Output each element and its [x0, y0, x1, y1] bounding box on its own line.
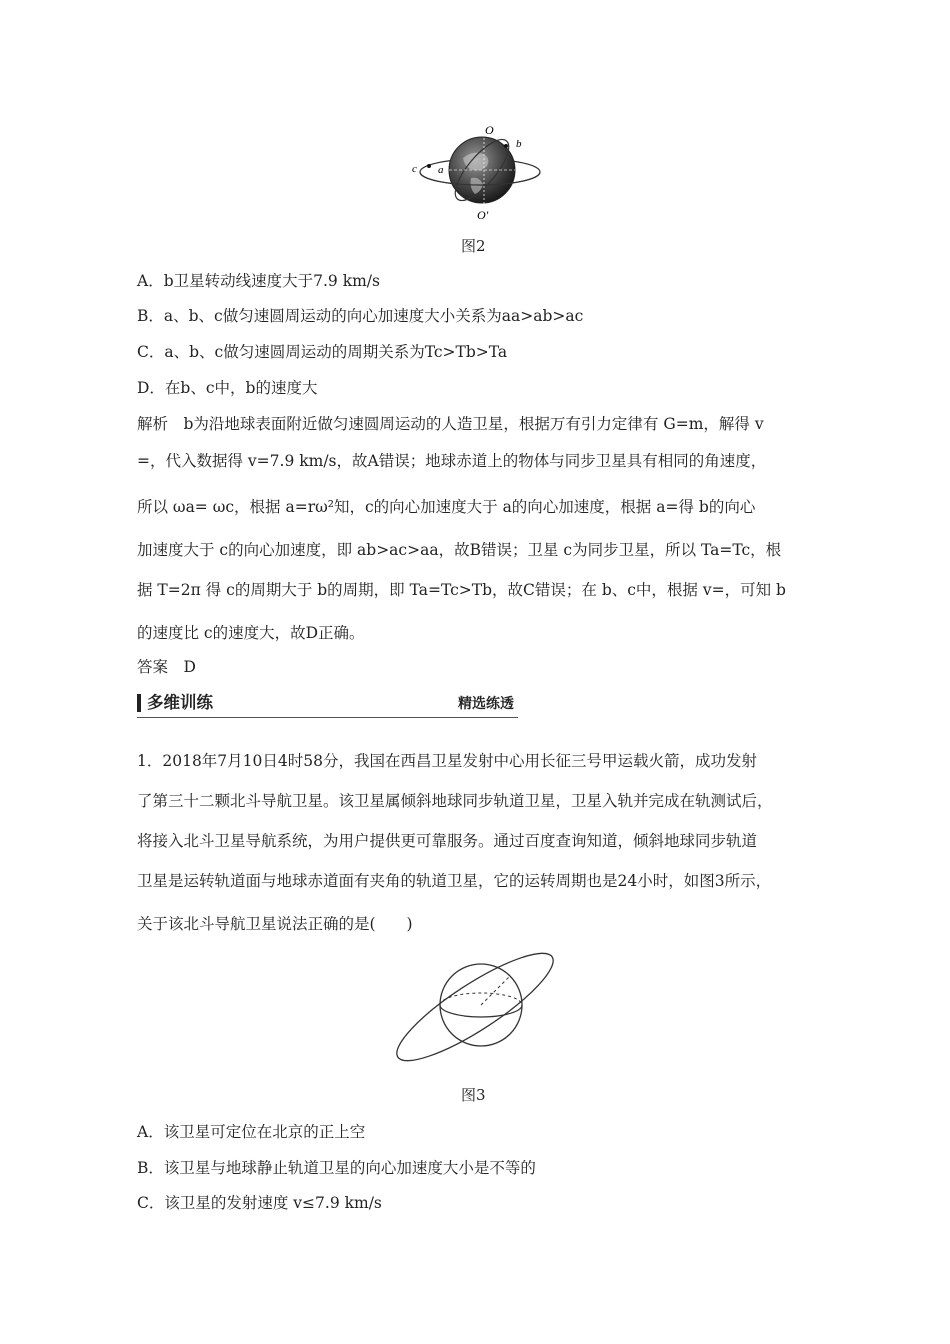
option-1-c: C．a、b、c做匀速圆周运动的周期关系为Tc>Tb>Ta — [137, 343, 508, 361]
option-1-b: B．a、b、c做匀速圆周运动的向心加速度大小关系为aa>ab>ac — [137, 307, 584, 325]
label-b: b — [516, 138, 522, 150]
analysis-line-3: 所以 ωa= ωc，根据 a=rω²知，c的向心加速度大于 a的向心加速度，根据 a=得 b的向心 — [137, 498, 756, 516]
satellite-c-dot — [427, 164, 431, 168]
analysis-line-1: 解析 b为沿地球表面附近做匀速圆周运动的人造卫星，根据万有引力定律有 G=m，解得 v — [137, 415, 764, 433]
label-O-prime: O′ — [477, 208, 489, 222]
label-a: a — [438, 164, 444, 176]
label-c: c — [412, 163, 417, 175]
option-1-d: D．在b、c中，b的速度大 — [137, 379, 318, 397]
figure-3-inclined-orbit-diagram — [385, 945, 565, 1070]
option-1-a: A．b卫星转动线速度大于7.9 km/s — [137, 272, 380, 290]
label-O: O — [485, 123, 494, 137]
question-line-5: 关于该北斗导航卫星说法正确的是( ) — [137, 915, 413, 933]
radius-dashed — [481, 977, 509, 1005]
section-header — [137, 691, 518, 718]
figure-3-caption: 图3 — [461, 1086, 486, 1104]
question-line-4: 卫星是运转轨道面与地球赤道面有夹角的轨道卫星，它的运转周期也是24小时，如图3所示， — [137, 872, 772, 890]
analysis-line-5: 据 T=2π 得 c的周期大于 b的周期，即 Ta=Tc>Tb，故C错误；在 b、c中，根据 v=，可知 b — [137, 581, 786, 599]
analysis-line-2: =，代入数据得 v=7.9 km/s，故A错误；地球赤道上的物体与同步卫星具有相同的角速度， — [137, 452, 767, 470]
answer-line: 答案 D — [137, 658, 196, 676]
satellite-b-dot — [504, 144, 508, 148]
option-2-c: C．该卫星的发射速度 v≤7.9 km/s — [137, 1194, 382, 1212]
option-2-b: B．该卫星与地球静止轨道卫星的向心加速度大小是不等的 — [137, 1159, 536, 1177]
analysis-line-6: 的速度比 c的速度大，故D正确。 — [137, 624, 365, 642]
analysis-line-4: 加速度大于 c的向心加速度，即 ab>ac>aa，故B错误；卫星 c为同步卫星，所以 Ta=Tc，根 — [137, 541, 782, 559]
question-line-1: 1．2018年7月10日4时58分，我国在西昌卫星发射中心用长征三号甲运载火箭，成功发射 — [137, 752, 757, 770]
figure-2-caption: 图2 — [461, 237, 486, 255]
question-line-3: 将接入北斗卫星导航系统，为用户提供更可靠服务。通过百度查询知道，倾斜地球同步轨道 — [137, 832, 758, 850]
section-subtitle: 精选练透 — [458, 696, 514, 712]
question-line-2: 了第三十二颗北斗导航卫星。该卫星属倾斜地球同步轨道卫星，卫星入轨并完成在轨测试后， — [137, 792, 773, 810]
figure-2-globe-diagram — [405, 120, 555, 225]
section-title: 多维训练 — [147, 693, 213, 712]
section-header-bar — [137, 694, 141, 712]
option-2-a: A．该卫星可定位在北京的正上空 — [137, 1123, 366, 1141]
inclined-orbit — [385, 945, 564, 1070]
